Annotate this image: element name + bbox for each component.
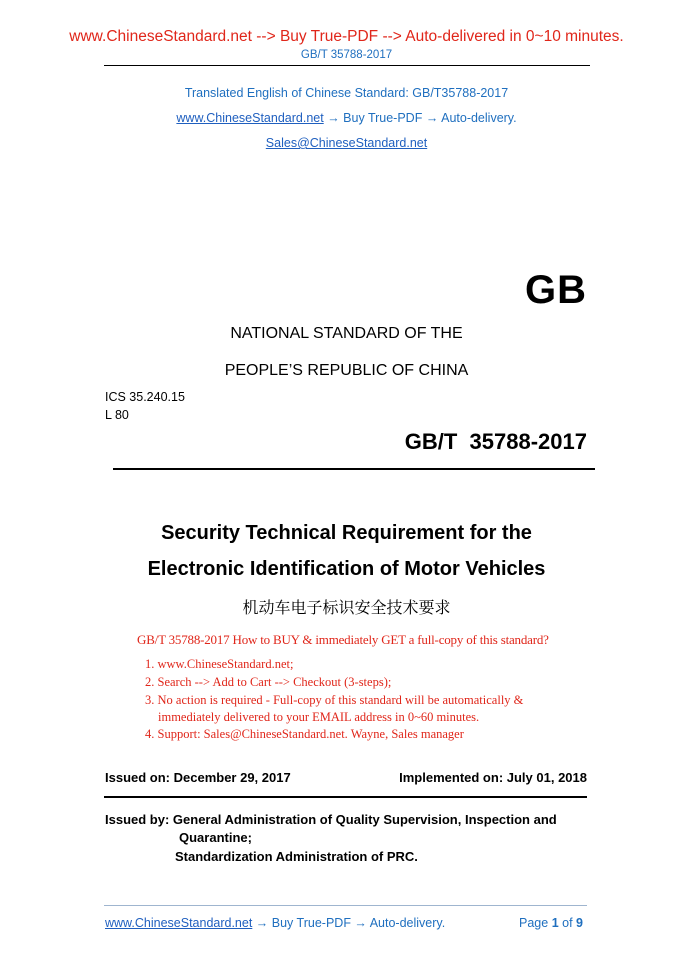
header-divider [104, 65, 590, 66]
issuer-line-2: Quarantine; [179, 830, 252, 845]
ccs-code: L 80 [105, 408, 129, 422]
translated-note: Translated English of Chinese Standard: GB/T35788-2017 [184, 86, 509, 100]
title-line-2: Electronic Identification of Motor Vehicles [147, 558, 546, 580]
national-line-2: PEOPLE’S REPUBLIC OF CHINA [224, 362, 469, 379]
standard-number-rule [113, 468, 595, 470]
issuer-line-1: Issued by: General Administration of Quality Supervision, Inspection and [105, 812, 557, 827]
intro-site-suffix: → Buy True-PDF → Auto-delivery. [327, 111, 517, 125]
buy-heading[interactable]: GB/T 35788-2017 How to BUY & immediately GET a full-copy of this standard? [137, 632, 549, 647]
buy-step-3: 3. No action is required - Full-copy of this standard will be automatically & [145, 693, 524, 707]
intro-site-link[interactable]: www.ChineseStandard.net [176, 111, 324, 125]
issued-date: Issued on: December 29, 2017 [105, 770, 291, 785]
title-chinese: 机动车电子标识安全技术要求 [242, 600, 451, 617]
dates-rule [104, 796, 587, 798]
buy-step-3-cont: immediately delivered to your EMAIL address in 0~60 minutes. [158, 710, 480, 724]
footer-divider [104, 905, 587, 906]
buy-step-1[interactable]: 1. www.ChineseStandard.net; [145, 657, 294, 671]
issuer-line-3: Standardization Administration of PRC. [175, 849, 418, 864]
standard-number: GB/T 35788-2017 [404, 429, 587, 454]
page-label: Page [519, 916, 549, 930]
footer-site-suffix: → Buy True-PDF → Auto-delivery. [255, 916, 446, 930]
implemented-date: Implemented on: July 01, 2018 [399, 770, 587, 785]
intro-email-line [0, 136, 693, 150]
sales-email-link[interactable]: Sales@ChineseStandard.net [265, 136, 428, 150]
title-line-1: Security Technical Requirement for the [161, 522, 532, 544]
page-total: 9 [576, 916, 583, 930]
header-standard-code: GB/T 35788-2017 [300, 49, 393, 61]
buy-step-2: 2. Search --> Add to Cart --> Checkout (3-steps); [145, 675, 392, 689]
buy-step-4: 4. Support: Sales@ChineseStandard.net. Wayne, Sales manager [145, 727, 464, 741]
national-line-1: NATIONAL STANDARD OF THE [230, 325, 463, 342]
page-current: 1 [551, 916, 559, 930]
page-of: of [562, 916, 573, 930]
ics-code: ICS 35.240.15 [105, 390, 185, 404]
footer-site-line [105, 916, 445, 930]
promo-banner[interactable]: www.ChineseStandard.net --> Buy True-PDF --> Auto-delivered in 0~10 minutes. [69, 28, 624, 45]
gb-logo: GB [525, 268, 587, 312]
footer-site-link[interactable]: www.ChineseStandard.net [105, 916, 253, 930]
intro-site-line [0, 111, 693, 125]
page-indicator [519, 916, 583, 930]
